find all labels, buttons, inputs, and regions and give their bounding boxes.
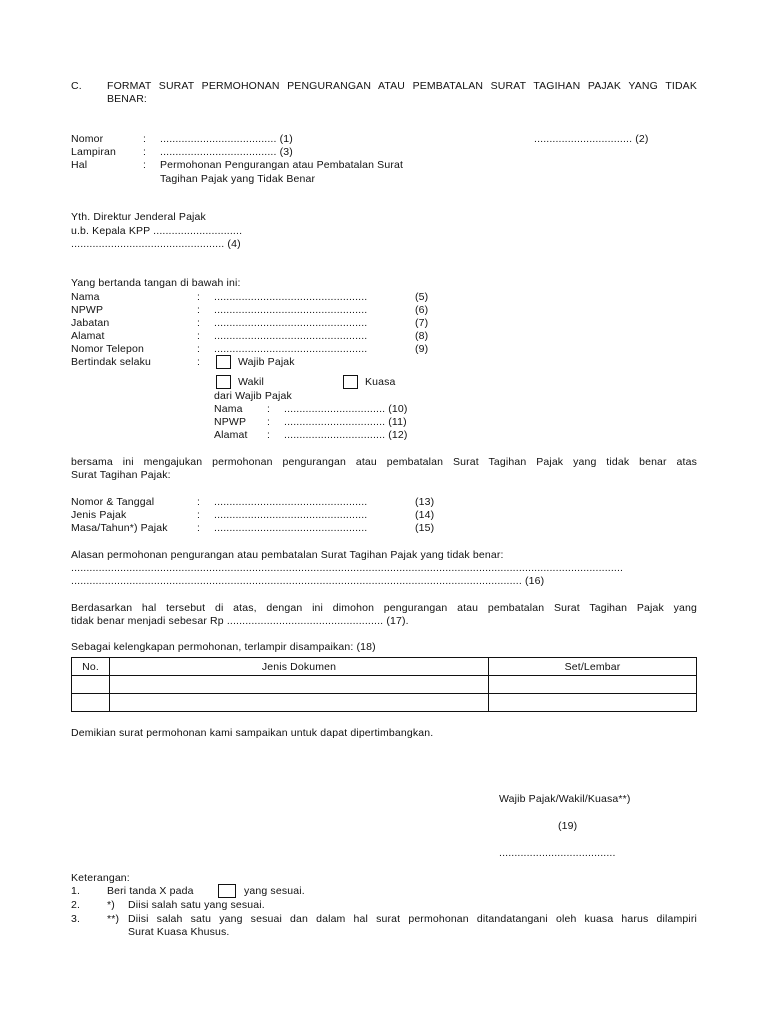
request-field-number: (14)	[415, 509, 435, 521]
table-cell[interactable]	[72, 676, 110, 694]
note-number: 3.	[71, 913, 81, 925]
table-cell[interactable]	[110, 676, 489, 694]
colon: :	[197, 496, 201, 508]
signature-line: ......................................	[499, 847, 616, 859]
colon: :	[267, 403, 271, 415]
colon: :	[267, 416, 271, 428]
nomor-value: ...................................... (1)	[160, 133, 293, 145]
checkbox-wajib-pajak[interactable]	[216, 355, 231, 369]
signer-field-value: ..................................................	[214, 330, 368, 342]
column-header-no: No.	[72, 658, 110, 676]
sub-field-value: ................................. (10)	[284, 403, 408, 415]
checkbox-sample	[218, 884, 236, 898]
colon: :	[143, 159, 147, 171]
signer-intro: Yang bertanda tangan di bawah ini:	[71, 277, 241, 289]
dari-wajib-pajak: dari Wajib Pajak	[214, 390, 292, 402]
request-line-1: bersama ini mengajukan permohonan pengurangan atau pembatalan Surat Tagihan Pajak yang tidak benar atas	[71, 456, 697, 468]
note-3-mark: **)	[107, 913, 120, 925]
signer-field-number: (7)	[415, 317, 429, 329]
heading-letter: C.	[71, 80, 82, 92]
signer-field-number: (9)	[415, 343, 429, 355]
signer-field-number: (6)	[415, 304, 429, 316]
colon: :	[197, 356, 201, 368]
hal-label: Hal	[71, 159, 88, 171]
addressee-line-3: .................................................. (4)	[71, 238, 241, 250]
note-number: 2.	[71, 899, 81, 911]
basis-line-2: tidak benar menjadi sebesar Rp ................................................... (17).	[71, 615, 409, 627]
heading-line-1: FORMAT SURAT PERMOHONAN PENGURANGAN ATAU PEMBATALAN SURAT TAGIHAN PAJAK YANG TIDAK	[107, 80, 697, 92]
signer-field-value: ..................................................	[214, 304, 368, 316]
reason-line-2: ................................................................................................................................................... (16)	[71, 575, 545, 587]
colon: :	[143, 146, 147, 158]
signer-field-value: ..................................................	[214, 317, 368, 329]
sub-field-value: ................................. (11)	[284, 416, 407, 428]
colon: :	[197, 304, 201, 316]
heading-line-2: BENAR:	[107, 93, 147, 105]
sub-field-label: NPWP	[214, 416, 247, 428]
signer-field-value: ..................................................	[214, 291, 368, 303]
hal-value-line-1: Permohonan Pengurangan atau Pembatalan Surat	[160, 159, 404, 171]
colon: :	[197, 509, 201, 521]
note-3-line-2: Surat Kuasa Khusus.	[128, 926, 230, 938]
checkbox-kuasa[interactable]	[343, 375, 358, 389]
nomor-label: Nomor	[71, 133, 104, 145]
request-field-label: Nomor & Tanggal	[71, 496, 155, 508]
signer-field-label: Nomor Telepon	[71, 343, 144, 355]
attachments-intro: Sebagai kelengkapan permohonan, terlampir disampaikan: (18)	[71, 641, 376, 653]
table-cell[interactable]	[489, 676, 697, 694]
colon: :	[197, 317, 201, 329]
column-header-set-lembar: Set/Lembar	[489, 658, 697, 676]
note-3-text: Diisi salah satu yang sesuai dan dalam hal surat permohonan ditandatangani oleh kuasa harus dilampiri	[128, 913, 697, 925]
column-header-jenis-dokumen: Jenis Dokumen	[110, 658, 489, 676]
signer-field-label: Nama	[71, 291, 100, 303]
closing-text: Demikian surat permohonan kami sampaikan untuk dapat dipertimbangkan.	[71, 727, 434, 739]
place-date: ................................ (2)	[534, 133, 649, 145]
sub-field-label: Alamat	[214, 429, 248, 441]
request-field-number: (15)	[415, 522, 435, 534]
note-2-text: Diisi salah satu yang sesuai.	[128, 899, 265, 911]
request-field-value: ..................................................	[214, 496, 368, 508]
reason-title: Alasan permohonan pengurangan atau pembatalan Surat Tagihan Pajak yang tidak benar:	[71, 549, 504, 561]
sub-field-label: Nama	[214, 403, 243, 415]
addressee-line-1: Yth. Direktur Jenderal Pajak	[71, 211, 206, 223]
signature-number: (19)	[558, 820, 578, 832]
note-1-before: Beri tanda X pada	[107, 885, 194, 897]
request-field-value: ..................................................	[214, 522, 368, 534]
colon: :	[197, 522, 201, 534]
colon: :	[197, 343, 201, 355]
table-cell[interactable]	[489, 694, 697, 712]
request-field-label: Masa/Tahun*) Pajak	[71, 522, 168, 534]
addressee-line-2: u.b. Kepala KPP .............................	[71, 225, 243, 237]
checkbox-wakil[interactable]	[216, 375, 231, 389]
signer-field-number: (8)	[415, 330, 429, 342]
reason-line-1: ....................................................................................................................................................................................	[71, 562, 624, 574]
colon: :	[143, 133, 147, 145]
colon: :	[197, 330, 201, 342]
request-field-value: ..................................................	[214, 509, 368, 521]
table-row	[72, 676, 697, 694]
attachments-table	[71, 657, 697, 712]
lampiran-value: ...................................... (3)	[160, 146, 293, 158]
basis-line-1: Berdasarkan hal tersebut di atas, dengan ini dimohon pengurangan atau pembatalan Surat Tagihan Pajak yang	[71, 602, 697, 614]
table-row	[72, 694, 697, 712]
note-number: 1.	[71, 885, 81, 897]
sub-field-value: ................................. (12)	[284, 429, 408, 441]
signer-field-value: ..................................................	[214, 343, 368, 355]
lampiran-label: Lampiran	[71, 146, 116, 158]
table-cell[interactable]	[72, 694, 110, 712]
table-header-row	[72, 658, 697, 676]
signature-role: Wajib Pajak/Wakil/Kuasa**)	[499, 793, 631, 805]
signer-field-label: Jabatan	[71, 317, 110, 329]
colon: :	[267, 429, 271, 441]
request-line-2: Surat Tagihan Pajak:	[71, 469, 171, 481]
bertindak-label: Bertindak selaku	[71, 356, 152, 368]
signer-field-label: NPWP	[71, 304, 104, 316]
colon: :	[197, 291, 201, 303]
signer-field-label: Alamat	[71, 330, 105, 342]
option-kuasa: Kuasa	[365, 376, 396, 388]
hal-value-line-2: Tagihan Pajak yang Tidak Benar	[160, 173, 316, 185]
request-field-number: (13)	[415, 496, 435, 508]
note-2-mark: *)	[107, 899, 115, 911]
table-cell[interactable]	[110, 694, 489, 712]
note-1-after: yang sesuai.	[244, 885, 305, 897]
option-wakil: Wakil	[238, 376, 265, 388]
option-wajib-pajak: Wajib Pajak	[238, 356, 295, 368]
notes-title: Keterangan:	[71, 872, 130, 884]
request-field-label: Jenis Pajak	[71, 509, 127, 521]
signer-field-number: (5)	[415, 291, 429, 303]
